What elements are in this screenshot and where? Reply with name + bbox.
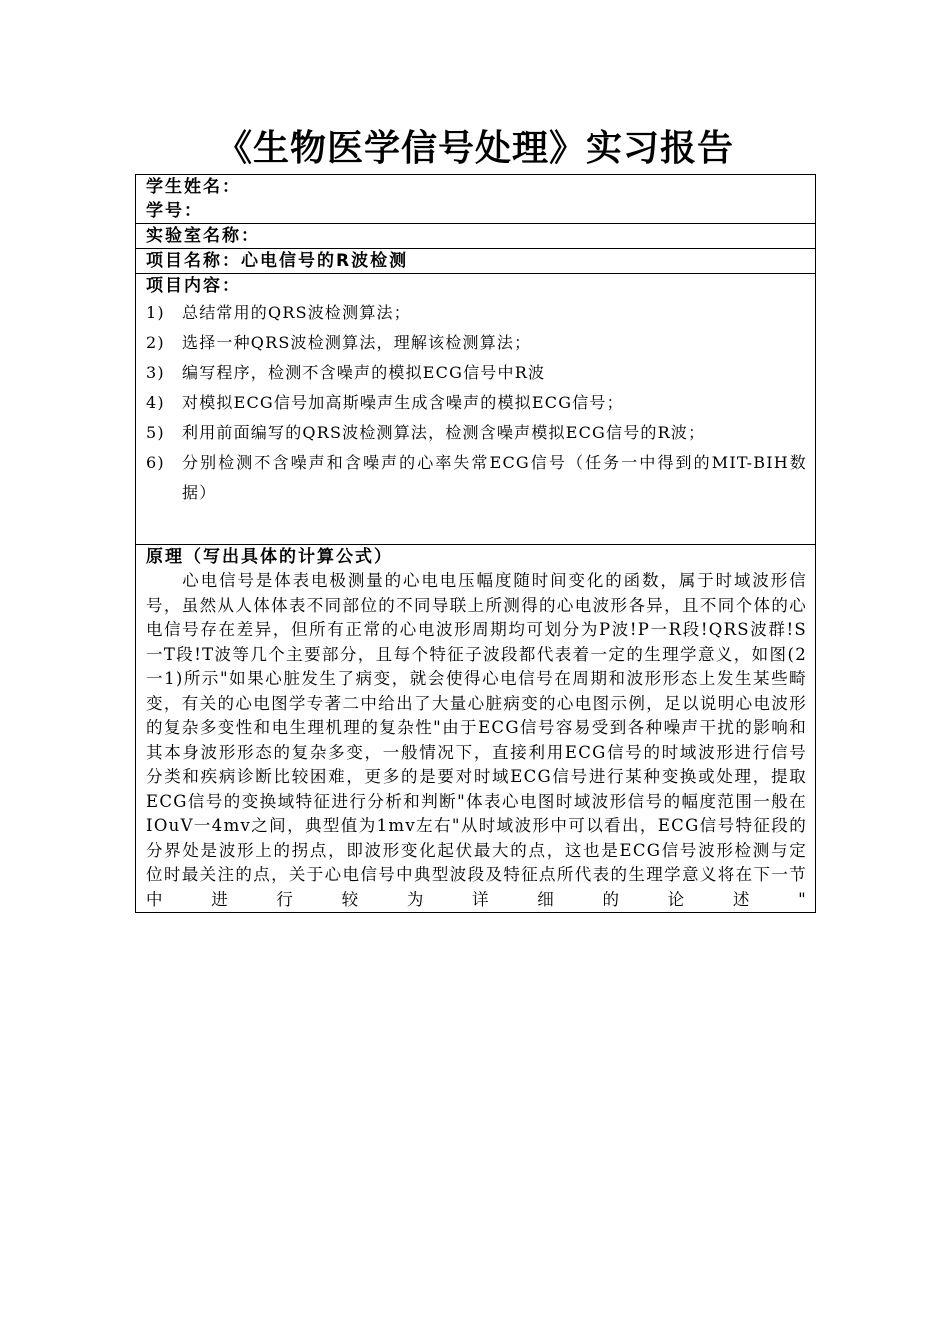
list-item [146,448,807,508]
project-name-cell [136,249,816,274]
student-info-cell [136,175,816,224]
principle-cell [136,545,816,913]
list-item-number: 1) [146,303,165,322]
lab-name-cell [136,224,816,249]
list-item [146,388,807,418]
list-item-text: 总结常用的QRS波检测算法； [182,303,411,322]
list-item [146,298,807,328]
list-item [146,418,807,448]
list-item-number: 6) [146,453,165,472]
row-project-content [136,274,816,545]
row-lab-name [136,224,816,249]
list-item-text: 对模拟ECG信号加高斯噪声生成含噪声的模拟ECG信号； [182,393,624,412]
project-content-list [146,298,807,508]
project-content-cell [136,274,816,545]
lab-name-label: 实验室名称： [146,226,260,246]
row-principle [136,545,816,913]
list-item-text: 编写程序，检测不含噪声的模拟ECG信号中R波 [182,363,546,382]
list-item-number: 3) [146,363,165,382]
list-item-text: 利用前面编写的QRS波检测算法，检测含噪声模拟ECG信号的R波； [182,423,706,442]
list-item-number: 4) [146,393,165,412]
student-name-label: 学生姓名： [146,177,241,197]
report-table [135,174,816,913]
row-project-name [136,249,816,274]
row-student-info [136,175,816,224]
list-item-number: 5) [146,423,165,442]
list-item-number: 2) [146,333,165,352]
student-id-label: 学号： [146,201,203,221]
report-title: 《生物医学信号处理》实习报告 [215,128,734,169]
principle-label: 原理（写出具体的计算公式） [146,547,393,567]
list-item-text: 分别检测不含噪声和含噪声的心率失常ECG信号（任务一中得到的MIT-BIH数据） [182,453,807,502]
project-content-label: 项目内容： [146,276,241,296]
list-item-text: 选择一种QRS波检测算法，理解该检测算法； [182,333,532,352]
list-item [146,328,807,358]
list-item [146,358,807,388]
project-name-label: 项目名称：心电信号的R波检测 [146,251,409,271]
principle-text: 心电信号是体表电极测量的心电电压幅度随时间变化的函数，属于时域波形信号，虽然从人体体表不同部位的不同导联上所测得的心电波形各异，且不同个体的心电信号存在差异，但所有正常的心电波形周期均可划分为P波!P一R段!QRS波群!S一T段!T波等几个主要部分，且每个特征子波段都代表着一定的生理学意义，如图(2一1)所示"如果心脏发生了病变，就会使得心电信号在周期和波形形态上发生某些畸变，有关的心电图学专著二中给出了大量心脏病变的心电图示例，足以说明心电波形的复杂多变性和电生理机理的复杂性"由于ECG信号容易受到各种噪声干扰的影响和其本身波形形态的复杂多变，一般情况下，直接利用ECG信号的时域波形进行信号分类和疾病诊断比较困难，更多的是要对时域ECG信号进行某种变换或处理，提取ECG信号的变换域特征进行分析和判断"体表心电图时域波形信号的幅度范围一般在IOuV一4mv之间，典型值为1mv左右"从时域波形中可以看出，ECG信号特征段的分界处是波形上的拐点，即波形变化起伏最大的点，这也是ECG信号波形检测与定位时最关注的点，关于心电信号中典型波段及特征点所代表的生理学意义将在下一节中进行较为详细的论述" [146,571,807,909]
